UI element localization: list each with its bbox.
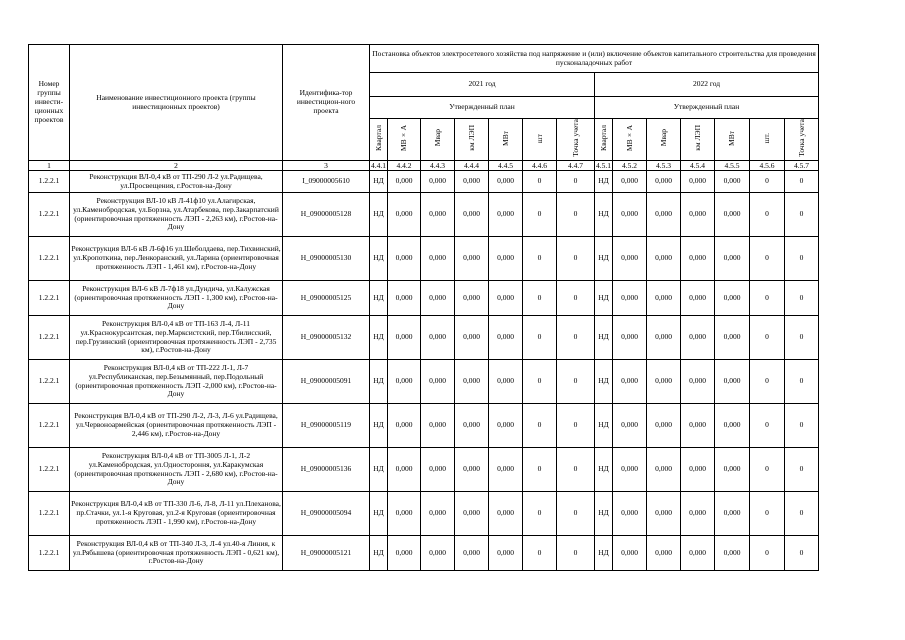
group-number-cell: 1.2.2.1	[29, 448, 70, 492]
header-project-id: Идентифика-тор инвестицион-ного проекта	[283, 45, 370, 161]
table-row	[29, 171, 819, 193]
value-cell: 0	[557, 316, 595, 360]
value-cell: 0,000	[715, 171, 750, 193]
value-cell: 0,000	[421, 316, 455, 360]
value-cell: 0	[750, 316, 785, 360]
value-cell: НД	[595, 492, 613, 536]
value-cell: 0,000	[489, 281, 523, 316]
table-row	[29, 360, 819, 404]
subheader-label: Квартал	[598, 125, 608, 152]
value-cell: НД	[370, 360, 388, 404]
project-name-cell: Реконструкция ВЛ-0,4 кВ от ТП-222 Л-1, Л-7 ул.Республиканская, пер.Безымянный, пер.Подольный (ориентировочная протяженность ЛЭП -2,000 км), г.Ростов-на-Дону	[70, 360, 283, 404]
value-cell: 0,000	[455, 536, 489, 571]
value-cell: 0,000	[647, 281, 681, 316]
subheader-cell	[715, 119, 750, 161]
subheader-cell	[595, 119, 613, 161]
value-cell: 0,000	[715, 316, 750, 360]
value-cell: 0	[785, 404, 819, 448]
group-number-cell: 1.2.2.1	[29, 281, 70, 316]
value-cell: 0,000	[715, 448, 750, 492]
column-number: 4.4.4	[455, 161, 489, 171]
value-cell: 0,000	[388, 492, 421, 536]
project-id-cell: I_09000005610	[283, 171, 370, 193]
subheader-cell	[557, 119, 595, 161]
value-cell: 0,000	[455, 360, 489, 404]
value-cell: 0	[523, 448, 557, 492]
value-cell: 0,000	[388, 404, 421, 448]
value-cell: 0	[523, 171, 557, 193]
value-cell: 0,000	[681, 281, 715, 316]
value-cell: 0	[557, 448, 595, 492]
value-cell: 0,000	[613, 237, 647, 281]
value-cell: 0,000	[681, 237, 715, 281]
table-row	[29, 193, 819, 237]
value-cell: 0,000	[647, 404, 681, 448]
project-name-cell: Реконструкция ВЛ-0,4 кВ от ТП-340 Л-3, Л-4 ул.40-я Линия, к ул.Рябышева (ориентировочная протяженность ЛЭП - 0,621 км), г.Ростов-на-Дону	[70, 536, 283, 571]
value-cell: 0	[523, 316, 557, 360]
value-cell: 0,000	[715, 281, 750, 316]
project-name-cell: Реконструкция ВЛ-0,4 кВ от ТП-163 Л-4, Л-11 ул.Краснокурсантская, пер.Марксистский, пер.Тбилисский, пер.Грузинский (ориентировочная протяженность ЛЭП - 2,735 км), г.Ростов-на-Дону	[70, 316, 283, 360]
header-main-title: Постановка объектов электросетевого хозяйства под напряжение и (или) включение объектов капитального строительства для проведения пусконаладочных работ	[370, 45, 819, 73]
project-name-cell: Реконструкция ВЛ-0,4 кВ от ТП-290 Л-2 ул.Радищева, ул.Просвещения, г.Ростов-на-Дону	[70, 171, 283, 193]
value-cell: 0	[750, 193, 785, 237]
value-cell: 0	[785, 281, 819, 316]
column-number: 1	[29, 161, 70, 171]
value-cell: 0,000	[613, 193, 647, 237]
subheader-label: Точка учета	[796, 119, 806, 157]
value-cell: 0,000	[388, 448, 421, 492]
value-cell: 0,000	[489, 193, 523, 237]
subheader-label: Мвар	[432, 129, 442, 147]
value-cell: 0,000	[647, 193, 681, 237]
project-id-cell: H_09000005132	[283, 316, 370, 360]
value-cell: НД	[370, 492, 388, 536]
subheader-label: МВт	[727, 130, 736, 146]
value-cell: 0,000	[489, 536, 523, 571]
column-number: 4.5.7	[785, 161, 819, 171]
value-cell: 0,000	[455, 193, 489, 237]
value-cell: 0,000	[715, 492, 750, 536]
value-cell: 0	[557, 492, 595, 536]
subheader-label: шт.	[762, 132, 771, 144]
value-cell: 0,000	[681, 360, 715, 404]
subheader-label: Мвар	[658, 129, 668, 147]
column-number: 4.4.6	[523, 161, 557, 171]
table-row	[29, 536, 819, 571]
value-cell: 0,000	[647, 536, 681, 571]
value-cell: 0,000	[388, 360, 421, 404]
value-cell: 0,000	[613, 404, 647, 448]
value-cell: 0,000	[681, 404, 715, 448]
subheader-cell	[785, 119, 819, 161]
value-cell: НД	[370, 171, 388, 193]
group-number-cell: 1.2.2.1	[29, 492, 70, 536]
value-cell: 0,000	[681, 492, 715, 536]
value-cell: 0,000	[489, 360, 523, 404]
value-cell: 0	[523, 360, 557, 404]
value-cell: 0,000	[681, 171, 715, 193]
value-cell: 0,000	[388, 193, 421, 237]
group-number-cell: 1.2.2.1	[29, 171, 70, 193]
value-cell: 0,000	[455, 237, 489, 281]
value-cell: НД	[595, 536, 613, 571]
value-cell: НД	[595, 193, 613, 237]
subheader-label: Квартал	[373, 125, 383, 152]
value-cell: 0,000	[388, 281, 421, 316]
value-cell: 0	[523, 193, 557, 237]
value-cell: 0	[750, 237, 785, 281]
value-cell: 0,000	[455, 404, 489, 448]
value-cell: НД	[370, 448, 388, 492]
value-cell: 0	[750, 536, 785, 571]
value-cell: 0,000	[388, 171, 421, 193]
value-cell: 0,000	[613, 316, 647, 360]
value-cell: 0	[523, 404, 557, 448]
value-cell: 0,000	[455, 281, 489, 316]
subheader-cell	[370, 119, 388, 161]
subheader-cell	[681, 119, 715, 161]
value-cell: 0	[785, 492, 819, 536]
value-cell: 0,000	[388, 316, 421, 360]
header-year-2022: 2022 год	[595, 73, 819, 97]
value-cell: НД	[595, 316, 613, 360]
column-number: 4.4.3	[421, 161, 455, 171]
column-number: 4.5.6	[750, 161, 785, 171]
value-cell: 0,000	[681, 536, 715, 571]
value-cell: 0	[523, 536, 557, 571]
group-number-cell: 1.2.2.1	[29, 316, 70, 360]
subheader-label: км ЛЭП	[692, 125, 702, 151]
value-cell: 0	[750, 281, 785, 316]
value-cell: 0,000	[489, 171, 523, 193]
value-cell: 0,000	[613, 281, 647, 316]
column-number: 4.5.1	[596, 161, 611, 170]
value-cell: НД	[370, 193, 388, 237]
project-id-cell: H_09000005125	[283, 281, 370, 316]
group-number-cell: 1.2.2.1	[29, 536, 70, 571]
value-cell: 0,000	[489, 492, 523, 536]
value-cell: 0,000	[455, 316, 489, 360]
value-cell: 0,000	[489, 316, 523, 360]
subheader-cell	[455, 119, 489, 161]
project-id-cell: H_09000005130	[283, 237, 370, 281]
value-cell: 0	[785, 448, 819, 492]
value-cell: 0,000	[421, 492, 455, 536]
value-cell: 0,000	[715, 193, 750, 237]
value-cell: 0,000	[489, 237, 523, 281]
project-name-cell: Реконструкция ВЛ-0,4 кВ от ТП-330 Л-6, Л-8, Л-11 ул.Плеханова, пр.Стачки, ул.1-я Круговая, ул.2-я Круговая (ориентировочная протяженность ЛЭП - 1,990 км), г.Ростов-на-Дону	[70, 492, 283, 536]
value-cell: 0	[557, 360, 595, 404]
value-cell: 0,000	[421, 536, 455, 571]
value-cell: 0	[523, 237, 557, 281]
investment-table	[28, 44, 819, 571]
project-name-cell: Реконструкция ВЛ-10 кВ Л-41ф10 ул.Алагирская, ул.Каменобродская, ул.Борзна, ул.Атарбекова, пер.Закарпатский (ориентировочная протяженность ЛЭП - 2,263 км), г.Ростов-на-Дону	[70, 193, 283, 237]
value-cell: 0	[557, 404, 595, 448]
value-cell: 0,000	[715, 404, 750, 448]
group-number-cell: 1.2.2.1	[29, 193, 70, 237]
column-number: 4.4.1	[371, 161, 386, 170]
project-name-cell: Реконструкция ВЛ-6 кВ Л-7ф18 ул.Дундича, ул.Калужская (ориентировочная протяженность ЛЭП - 1,300 км), г.Ростов-на-Дону	[70, 281, 283, 316]
header-year-2021: 2021 год	[370, 73, 595, 97]
subheader-label: шт	[534, 133, 544, 143]
value-cell: 0,000	[421, 448, 455, 492]
value-cell: 0	[557, 237, 595, 281]
column-number-row	[29, 161, 819, 171]
value-cell: 0,000	[613, 171, 647, 193]
value-cell: НД	[595, 448, 613, 492]
value-cell: НД	[370, 404, 388, 448]
value-cell: 0,000	[455, 492, 489, 536]
table-row	[29, 404, 819, 448]
value-cell: 0	[785, 316, 819, 360]
value-cell: 0,000	[388, 237, 421, 281]
project-name-cell: Реконструкция ВЛ-0,4 кВ от ТП-290 Л-2, Л-3, Л-6 ул.Радищева, ул.Червоноармейская (ориентировочная протяженность ЛЭП - 2,446 км), г.Ростов-на-Дону	[70, 404, 283, 448]
project-id-cell: H_09000005119	[283, 404, 370, 448]
column-number: 4.4.2	[388, 161, 421, 171]
value-cell: 0,000	[647, 360, 681, 404]
value-cell: 0,000	[421, 193, 455, 237]
value-cell: 0,000	[613, 360, 647, 404]
value-cell: 0,000	[681, 193, 715, 237]
value-cell: 0	[785, 536, 819, 571]
value-cell: 0,000	[613, 492, 647, 536]
value-cell: НД	[370, 237, 388, 281]
header-group-no: Номер группы инвести-ционных проектов	[29, 45, 70, 161]
subheader-label: МВт	[500, 130, 510, 146]
value-cell: 0,000	[681, 316, 715, 360]
value-cell: 0	[785, 171, 819, 193]
value-cell: НД	[595, 404, 613, 448]
value-cell: НД	[370, 316, 388, 360]
value-cell: 0,000	[489, 404, 523, 448]
group-number-cell: 1.2.2.1	[29, 237, 70, 281]
column-number: 4.5.3	[647, 161, 681, 171]
table-row	[29, 281, 819, 316]
value-cell: 0	[785, 193, 819, 237]
value-cell: 0	[523, 281, 557, 316]
value-cell: 0,000	[421, 171, 455, 193]
column-number: 4.5.2	[613, 161, 647, 171]
column-number: 2	[70, 161, 283, 171]
project-id-cell: H_09000005121	[283, 536, 370, 571]
value-cell: 0,000	[715, 237, 750, 281]
value-cell: 0,000	[647, 492, 681, 536]
value-cell: НД	[595, 360, 613, 404]
value-cell: 0	[750, 360, 785, 404]
value-cell: 0,000	[613, 536, 647, 571]
project-id-cell: H_09000005091	[283, 360, 370, 404]
value-cell: 0,000	[613, 448, 647, 492]
subheader-cell	[647, 119, 681, 161]
table-row	[29, 492, 819, 536]
value-cell: 0	[750, 448, 785, 492]
value-cell: НД	[595, 171, 613, 193]
column-number: 3	[283, 161, 370, 171]
value-cell: 0,000	[489, 448, 523, 492]
value-cell: 0	[750, 171, 785, 193]
value-cell: 0,000	[388, 536, 421, 571]
value-cell: 0	[557, 171, 595, 193]
value-cell: 0,000	[455, 448, 489, 492]
subheader-cell	[750, 119, 785, 161]
column-number: 4.4.5	[489, 161, 523, 171]
value-cell: 0,000	[455, 171, 489, 193]
value-cell: 0	[557, 536, 595, 571]
value-cell: НД	[595, 237, 613, 281]
subheader-cell	[613, 119, 647, 161]
group-number-cell: 1.2.2.1	[29, 360, 70, 404]
value-cell: 0	[523, 492, 557, 536]
value-cell: 0,000	[421, 237, 455, 281]
subheader-cell	[421, 119, 455, 161]
value-cell: 0,000	[421, 281, 455, 316]
project-name-cell: Реконструкция ВЛ-0,4 кВ от ТП-3005 Л-1, Л-2 ул.Каменобродская, ул.Одностороння, ул.Каракумская (ориентировочная протяженность ЛЭП - 2,680 км), г.Ростов-на-Дону	[70, 448, 283, 492]
value-cell: 0	[557, 281, 595, 316]
subheader-cell	[388, 119, 421, 161]
value-cell: 0	[785, 237, 819, 281]
subheader-label: МВ×А	[399, 125, 408, 152]
column-number: 4.4.7	[557, 161, 595, 171]
value-cell: 0,000	[715, 360, 750, 404]
value-cell: 0	[750, 492, 785, 536]
group-number-cell: 1.2.2.1	[29, 404, 70, 448]
header-plan-2021: Утвержденный план	[370, 97, 595, 119]
value-cell: 0,000	[647, 171, 681, 193]
value-cell: 0,000	[647, 448, 681, 492]
header-plan-2022: Утвержденный план	[595, 97, 819, 119]
project-id-cell: H_09000005136	[283, 448, 370, 492]
project-id-cell: H_09000005128	[283, 193, 370, 237]
column-number: 4.5.5	[715, 161, 750, 171]
value-cell: 0	[750, 404, 785, 448]
project-name-cell: Реконструкция ВЛ-6 кВ Л-6ф16 ул.Шеболдаева, пер.Тихвинский, ул.Кропоткина, пер.Ленкоранский, ул.Ларина (ориентировочная протяженность ЛЭП - 1,461 км), г.Ростов-на-Дону	[70, 237, 283, 281]
subheader-cell	[523, 119, 557, 161]
value-cell: НД	[370, 536, 388, 571]
subheader-cell	[489, 119, 523, 161]
value-cell: 0,000	[647, 237, 681, 281]
value-cell: 0,000	[647, 316, 681, 360]
value-cell: 0	[557, 193, 595, 237]
value-cell: 0,000	[681, 448, 715, 492]
value-cell: 0,000	[421, 404, 455, 448]
subheader-label: МВ×А	[624, 125, 634, 152]
value-cell: НД	[370, 281, 388, 316]
value-cell: 0	[785, 360, 819, 404]
value-cell: 0,000	[715, 536, 750, 571]
project-id-cell: H_09000005094	[283, 492, 370, 536]
table-row	[29, 448, 819, 492]
table-row	[29, 237, 819, 281]
subheader-label: Точка учета	[570, 119, 580, 157]
column-number: 4.5.4	[681, 161, 715, 171]
subheader-label: км ЛЭП	[466, 125, 476, 151]
value-cell: 0,000	[421, 360, 455, 404]
table-row	[29, 316, 819, 360]
value-cell: НД	[595, 281, 613, 316]
header-project-name: Наименование инвестиционного проекта (группы инвестиционных проектов)	[70, 45, 283, 161]
